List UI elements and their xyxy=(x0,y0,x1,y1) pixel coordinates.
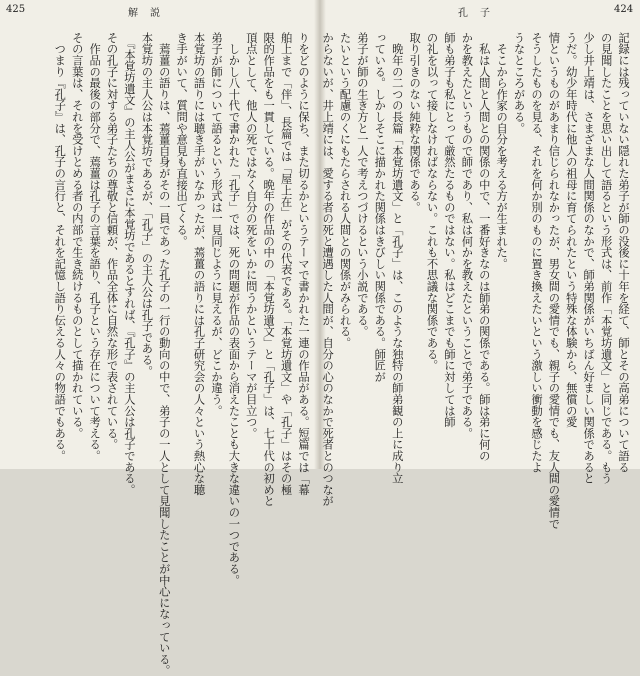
text-line: 弟子が師について語るという形式は一見同じように見えるが、どこか違う。 xyxy=(209,32,223,417)
text-line: 記録には残っていない隠れた弟子が師の没後に十年を経て、師とその高弟について語る xyxy=(617,32,630,473)
body-text xyxy=(321,32,632,530)
text-line: 本覚坊の語りには聴き手がいなかったが、蔫薑の語りには孔子研究会の人々という熱心な聴 xyxy=(192,32,206,496)
text-line: からないが、井上靖には、愛する者の死と遭遇した人間が、自分の心のなかで死者とのつなが xyxy=(321,32,335,507)
text-line: りをどのように保ち、また切るかというテーマで書かれた一連の作品がある。短篇では「幕 xyxy=(297,32,310,496)
text-line: き手がいて、質問や意見も直接出てくる。 xyxy=(175,32,189,247)
text-line: しかし八十代で書かれた「孔子」では、死の問題が作品の表面から消えたことも大きな違いの一つである。 xyxy=(227,32,241,586)
text-line: 晩年の二つの長篇「本覚坊遺文」と「孔子」は、このような独特の師弟観の上に成り立 xyxy=(390,32,404,484)
text-line: 少し井上靖は、さまざまな人間関係のなかで、師弟関係がいちばん好ましい関係であると xyxy=(582,32,596,484)
left-page xyxy=(0,0,316,676)
text-line: 情というものがあまり信じられなかったが、男女間の愛情でも、親子の愛情でも、友人間の愛情で xyxy=(547,32,561,530)
text-line: 限的作品をも一貫している。晩年の作品の中の「本覚坊遺文」と「孔子」は、七十代の初めと xyxy=(262,32,276,507)
body-text xyxy=(10,32,312,676)
text-line: 『本覚坊遺文』の主人公がまさに本覚坊であるとすれば、『孔子』の主人公は孔子である。 xyxy=(122,32,136,496)
text-line: その言葉は、それを受けとめる者の内部で生き続けるものとして描かれている。 xyxy=(70,32,84,439)
text-line: 舶上まで「伴」、長篇では「屋上在」がその代表である。「本覚坊遺文」や「孔子」はその極 xyxy=(279,32,293,496)
text-line: うだ。幼少年時代に他人の祖母に育てられたという特殊な体験から、無償の愛 xyxy=(564,32,578,428)
text-line: 本覚坊の主人公は本覚坊であるが、「孔子」の主人公は孔子である。 xyxy=(140,32,154,377)
text-line: の見聞したことを思い出して語るという形式は、前作「本覚坊遺文」と同じである。もう xyxy=(599,32,613,484)
text-line: たいという配慮のくにもたらされる人間との関係がみられる。 xyxy=(338,32,352,349)
text-line: 頂点として、他人の死ではなく自分の死をいかに問うかというテーマが目立つ。 xyxy=(244,32,258,439)
text-line: そこから作家の自分を考える方が生まれた。 xyxy=(495,32,509,270)
text-line: の礼を以って接しなければならない。これも不思議な関係である。 xyxy=(425,32,439,371)
right-page xyxy=(321,0,640,530)
text-line: 師も弟子も私にとって厳然たるものではない。私はどこまでも師に対しては師 xyxy=(442,32,456,428)
text-line: っている。しかしそこに描かれた関係はきびしい関係である。師匠が xyxy=(373,32,387,383)
text-line: その孔子に対する弟子たちの尊敬と信頼が、作品全体に自然な形で表されている。 xyxy=(105,32,119,451)
text-line: 作品の最後の部分で、蔫薑は孔子の言葉を語り、孔子という存在について考える。 xyxy=(88,32,102,462)
text-line: そうしたものを見る、それを何か別のものに置き換えたいという激しい衝動を感じたよ xyxy=(529,32,543,473)
text-line: つまり『孔子』は、孔子の言行と、それを記憶し語り伝える人々の物語でもある。 xyxy=(53,32,67,462)
page-number: 424 xyxy=(614,4,634,15)
text-line: 私は人間と人間との関係の中で、一番好きなのは師弟の関係である。師は弟に何の xyxy=(477,32,491,462)
text-line: 取り引きのない純粋な関係である。 xyxy=(408,32,422,213)
text-line: 弟子が師の生き方と一人で考えつづけるという小説である。 xyxy=(355,32,369,338)
running-title: 孔子 xyxy=(458,8,502,19)
text-line: 蔫薑の語りは、蔫薑自身がその一員であった孔子の一行の動向の中で、弟子の一人として見聞したことが中心になっている。 xyxy=(157,32,171,676)
text-line: うなところがある。 xyxy=(512,32,526,134)
page-number: 425 xyxy=(6,4,26,15)
running-title: 解説 xyxy=(128,8,172,19)
text-line: かを教えたというもので師であり、私は何かを教えたということで弟子である。 xyxy=(460,32,474,439)
